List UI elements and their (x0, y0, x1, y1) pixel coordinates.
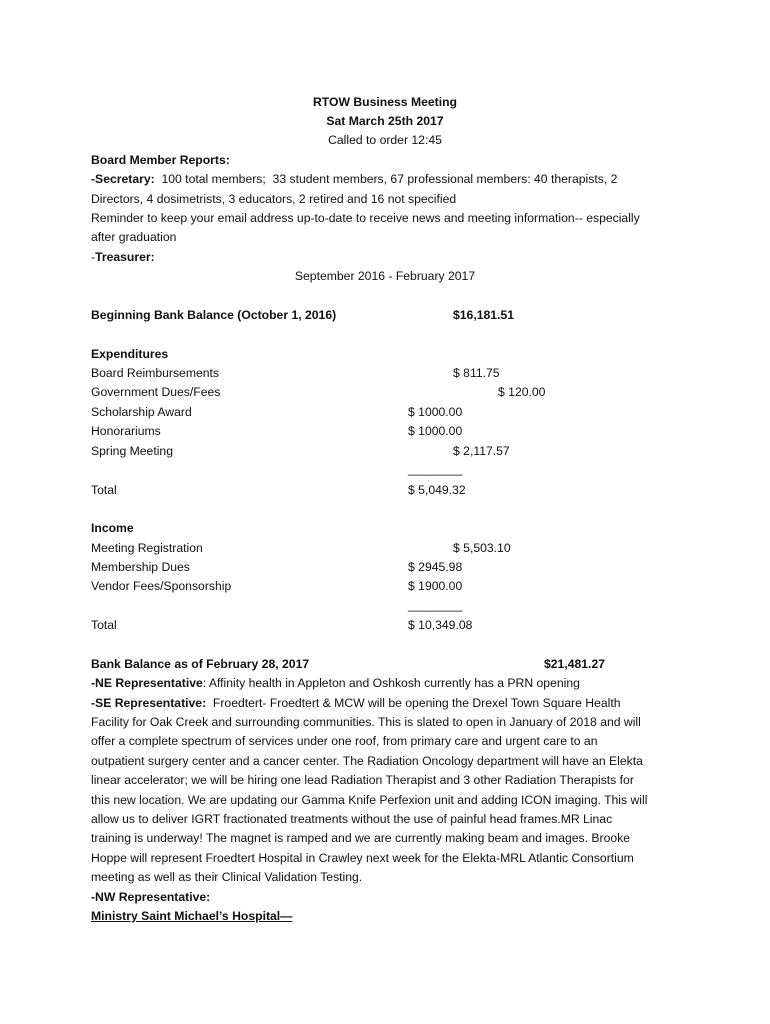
treasurer-dash: - (91, 250, 96, 264)
se-rep-text: Froedtert- Froedtert & MCW will be opening the Drexel Town Square Health (206, 696, 621, 710)
secretary-line-4: after graduation (91, 230, 177, 244)
called-to-order: Called to order 12:45 (328, 133, 442, 147)
ne-rep-label: -NE Representative (91, 676, 203, 690)
secretary-line-2: Directors, 4 dosimetrists, 3 educators, 2 retired and 16 not specified (91, 192, 457, 206)
ne-rep-text: : Affinity health in Appleton and Oshkosh currently has a PRN opening (202, 676, 580, 690)
income-rule: ________ (408, 598, 463, 612)
income-value: $ 1900.00 (408, 579, 463, 593)
expenditure-label: Scholarship Award (91, 405, 192, 419)
expenditure-value: $ 811.75 (453, 366, 500, 380)
income-total-value: $ 10,349.08 (408, 618, 473, 632)
income-label: Meeting Registration (91, 541, 203, 555)
beginning-balance-label: Beginning Bank Balance (October 1, 2016) (91, 308, 337, 322)
secretary-label: -Secretary: (91, 172, 155, 186)
expenditure-rule: ________ (408, 462, 463, 476)
treasurer-period: September 2016 - February 2017 (294, 269, 476, 283)
income-label: Vendor Fees/Sponsorship (91, 579, 232, 593)
expenditure-value: $ 1000.00 (408, 424, 463, 438)
se-rep-line: linear accelerator; we will be hiring one lead Radiation Therapist and 3 other Radiation Therapists for (91, 773, 634, 787)
secretary-line-3: Reminder to keep your email address up-to-date to receive news and meeting information-- especially (91, 211, 640, 225)
se-rep-line: Hoppe will represent Froedtert Hospital in Crawley next week for the Elekta-MRL Atlantic Consortium (91, 851, 634, 865)
expenditure-value: $ 120.00 (498, 385, 546, 399)
se-rep-line: Facility for Oak Creek and surrounding communities. This is slated to open in January of 2018 and will (91, 715, 641, 729)
se-rep-line: meeting as well as their Clinical Validation Testing. (91, 870, 363, 884)
expenditure-value: $ 2,117.57 (453, 444, 510, 458)
se-rep-label: -SE Representative: (91, 696, 207, 710)
board-reports-heading: Board Member Reports: (91, 153, 230, 167)
meeting-date: Sat March 25th 2017 (326, 114, 444, 128)
se-rep-line: offer a complete spectrum of services under one roof, from primary care and urgent care to an (91, 734, 598, 748)
expenditure-label: Board Reimbursements (91, 366, 220, 380)
se-rep-line: allow us to deliver IGRT fractionated treatments without the use of painful head frames.MR Linac (91, 812, 613, 826)
income-total-label: Total (91, 618, 117, 632)
nw-rep-hospital: Ministry Saint Michael’s Hospital— (91, 909, 293, 923)
treasurer-line (91, 248, 155, 267)
nw-rep-label: -NW Representative: (91, 890, 211, 904)
ne-rep-line (91, 674, 580, 693)
se-rep-line-1 (91, 694, 621, 713)
expenditure-value: $ 1000.00 (408, 405, 463, 419)
expenditures-heading: Expenditures (91, 347, 169, 361)
se-rep-line: training is underway! The magnet is ramped and we are currently making beam and images. Brooke (91, 831, 631, 845)
income-label: Membership Dues (91, 560, 190, 574)
expenditures-total-value: $ 5,049.32 (408, 483, 466, 497)
se-rep-line: this new location. We are updating our Gamma Knife Perfexion unit and adding ICON imaging. This will (91, 793, 648, 807)
meeting-title: RTOW Business Meeting (312, 95, 457, 109)
income-value: $ 2945.98 (408, 560, 463, 574)
expenditure-label: Spring Meeting (91, 444, 173, 458)
income-heading: Income (91, 521, 134, 535)
ending-balance-label: Bank Balance as of February 28, 2017 (91, 657, 310, 671)
secretary-line-1 (91, 170, 617, 189)
expenditure-label: Government Dues/Fees (91, 385, 221, 399)
se-rep-line: outpatient surgery center and a cancer center. The Radiation Oncology department will have an Elekta (91, 754, 643, 768)
expenditure-label: Honorariums (91, 424, 161, 438)
income-value: $ 5,503.10 (453, 541, 511, 555)
secretary-text: 100 total members; 33 student members, 67 professional members: 40 therapists, 2 (154, 172, 618, 186)
ending-balance-value: $21,481.27 (544, 657, 605, 671)
expenditures-total-label: Total (91, 483, 117, 497)
treasurer-label: Treasurer: (95, 250, 155, 264)
beginning-balance-value: $16,181.51 (453, 308, 514, 322)
